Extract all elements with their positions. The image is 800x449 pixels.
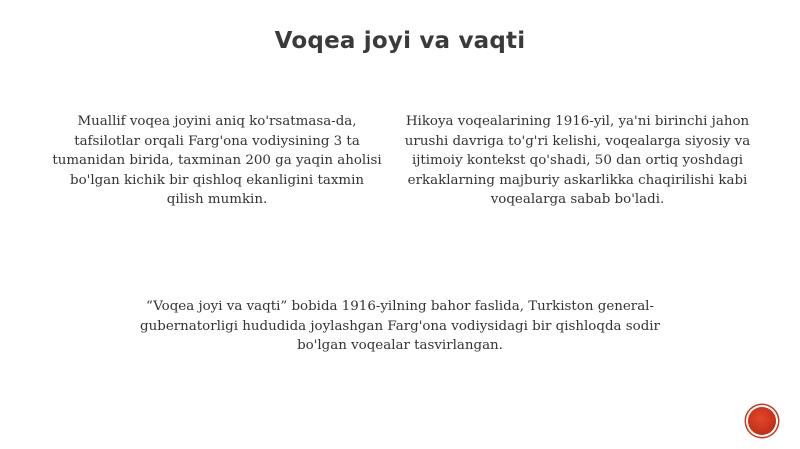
next-slide-button[interactable] bbox=[748, 407, 776, 435]
left-text-block: Muallif voqea joyini aniq ko'rsatmasa-da, tafsilotlar orqali Farg'ona vodiysining 3 ta tumanidan birida, taxminan 200 ga yaqin aholisi bo'lgan kichik bir qishloq ekanligini taxmin qilish mumkin. bbox=[52, 114, 382, 207]
right-text-block: Hikoya voqealarining 1916-yil, ya'ni birinchi jahon urushi davriga to'g'ri kelishi, voqealarga siyosiy va ijtimoiy kontekst qo'shadi, 50 dan ortiq yoshdagi erkaklarning majburiy askarlikka chaqirilishi kabi voqealarga sabab bo'ladi. bbox=[404, 114, 751, 207]
bottom-text-block: “Voqea joyi va vaqti” bobida 1916-yilning bahor faslida, Turkiston general-gubernatorligi hududida joylashgan Farg'ona vodiysidagi bir qishloqda sodir bo'lgan voqealar tasvirlangan. bbox=[140, 299, 660, 353]
slide-title: Voqea joyi va vaqti bbox=[274, 28, 526, 54]
